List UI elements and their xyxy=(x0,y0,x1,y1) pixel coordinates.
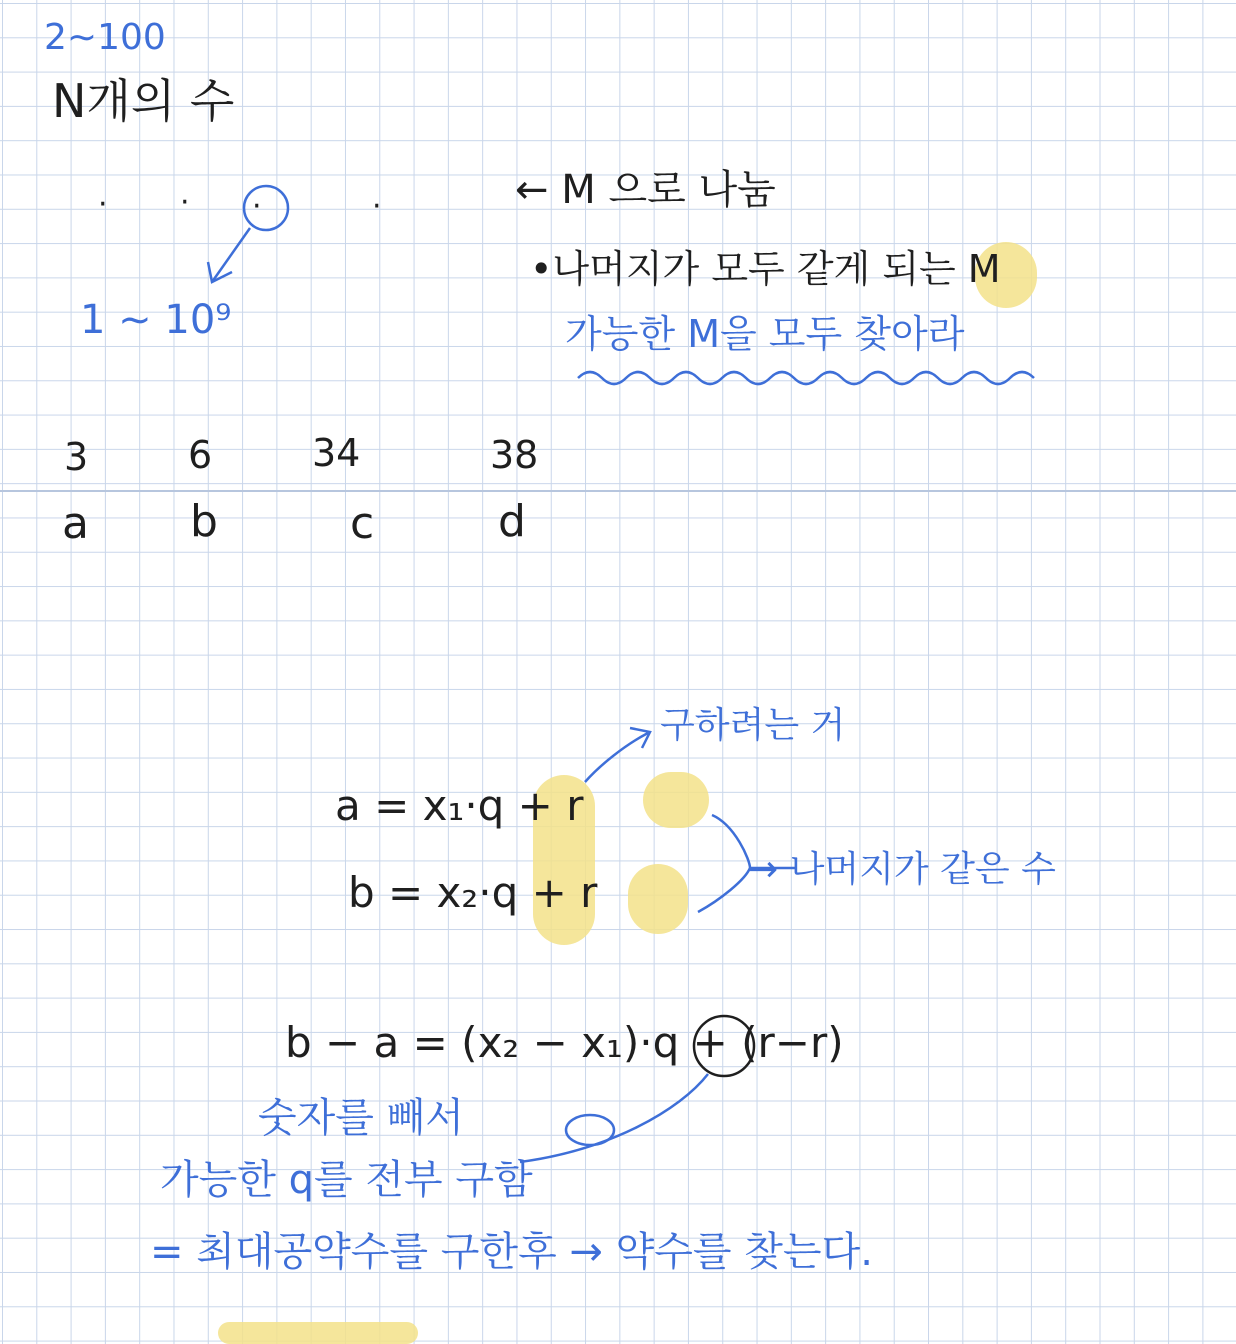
q-loop xyxy=(566,1115,614,1145)
wavy-underline xyxy=(578,372,1034,384)
var-b: b xyxy=(190,496,218,547)
brace-bracket xyxy=(698,815,750,912)
divide-by-m: ← M 으로 나눔 xyxy=(515,167,776,213)
dot-2: · xyxy=(180,185,190,220)
value-4: 38 xyxy=(490,433,539,477)
q-circle xyxy=(694,1016,754,1076)
all-q-note: 가능한 q를 전부 구함 xyxy=(160,1157,533,1203)
arrow-to-want xyxy=(585,733,648,782)
find-all-m: 가능한 M을 모두 찾아라 xyxy=(565,312,965,356)
subtract-note: 숫자를 빼서 xyxy=(258,1095,464,1141)
var-d: d xyxy=(498,496,526,547)
dot-3: · xyxy=(252,189,262,224)
conclusion-note: = 최대공약수를 구한후 → 약수를 찾는다. xyxy=(150,1229,873,1275)
n-numbers-heading: N개의 수 xyxy=(52,74,235,128)
arrow-down-line xyxy=(212,228,250,282)
value-3: 34 xyxy=(312,431,361,475)
range-top: 2∼100 xyxy=(44,17,166,58)
var-c: c xyxy=(350,498,375,549)
var-a: a xyxy=(62,498,89,549)
dot-4: · xyxy=(372,189,382,224)
same-remainder-label: → 나머지가 같은 수 xyxy=(748,849,1056,890)
equation-b: b = x₂·q + r xyxy=(348,868,598,917)
equation-a: a = x₁·q + r xyxy=(335,781,584,830)
range-value: 1 ∼ 10⁹ xyxy=(80,297,232,343)
want-label: 구하려는 거 xyxy=(660,705,846,746)
dot-1: · xyxy=(98,187,108,222)
value-1: 3 xyxy=(64,435,89,479)
remainder-condition: •나머지가 모두 같게 되는 M xyxy=(530,247,1001,291)
circle-mark xyxy=(244,186,288,230)
difference-equation: b − a = (x₂ − x₁)·q + (r−r) xyxy=(285,1018,844,1067)
value-2: 6 xyxy=(188,433,213,477)
q-link-line xyxy=(520,1074,708,1162)
